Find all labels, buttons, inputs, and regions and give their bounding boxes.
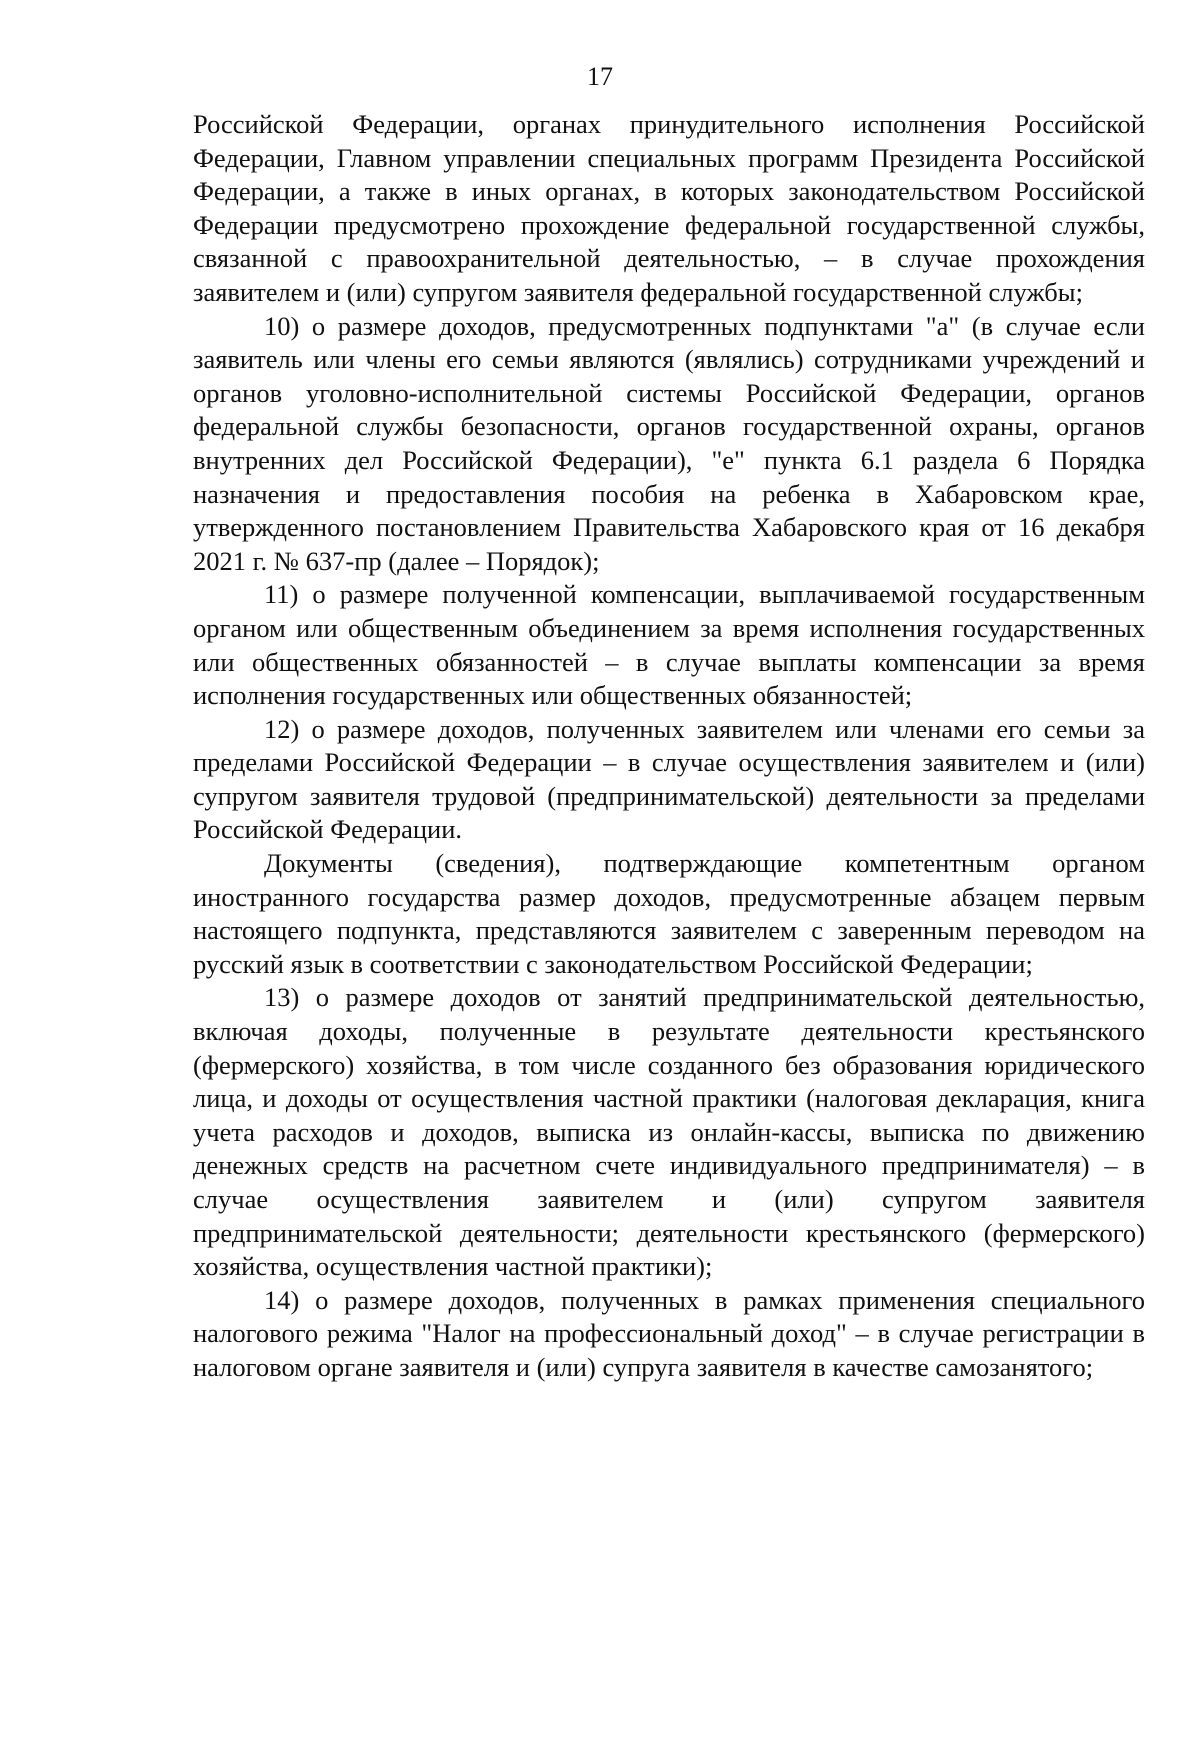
paragraph-item-12: 12) о размере доходов, полученных заявителем или членами его семьи за пределами Российской Федерации – в случае осуществления заявителем и (или) супругом заявителя трудовой (предпринимательской) деятельности за пределами Российской Федерации. <box>193 713 1145 845</box>
page-number: 17 <box>587 62 613 91</box>
paragraph-foreign-documents: Документы (сведения), подтверждающие компетентным органом иностранного государства размер доходов, предусмотренные абзацем первым настоящего подпункта, представляются заявителем с заверенным переводом на русский язык в соответствии с законодательством Российской Федерации; <box>193 848 1145 979</box>
paragraph-item-10: 10) о размере доходов, предусмотренных подпунктами "а" (в случае если заявитель или члены его семьи являются (являлись) сотрудниками учреждений и органов уголовно-исполнительной системы Российской Федерации, органов федеральной службы безопасности, органов государственной охраны, органов внутренних дел Российской Федерации), "е" пункта 6.1 раздела 6 Порядка назначения и предоставления пособия на ребенка в Хабаровском крае, утвержденного постановлением Правительства Хабаровского края от 16 декабря 2021 г. № 637-пр (далее – Порядок); <box>193 310 1145 576</box>
paragraph-item-13: 13) о размере доходов от занятий предпринимательской деятельностью, включая доходы, полученные в результате деятельности крестьянского (фермерского) хозяйства, в том числе созданного без образования юридического лица, и доходы от осуществления частной практики (налоговая декларация, книга учета расходов и доходов, выписка из онлайн-кассы, выписка по движению денежных средств на расчетном счете индивидуального предпринимателя) – в случае осуществления заявителем и (или) супругом заявителя предпринимательской деятельности; деятельности крестьянского (фермерского) хозяйства, осуществления частной практики); <box>193 982 1145 1282</box>
paragraph-item-14: 14) о размере доходов, полученных в рамках применения специального налогового режима "Налог на профессиональный доход" – в случае регистрации в налоговом органе заявителя и (или) супруга заявителя в качестве самозанятого; <box>193 1284 1145 1382</box>
paragraph-item-11: 11) о размере полученной компенсации, выплачиваемой государственным органом или общественным объединением за время исполнения государственных или общественных обязанностей – в случае выплаты компенсации за время исполнения государственных или общественных обязанностей; <box>193 579 1145 711</box>
paragraph-continuation: Российской Федерации, органах принудительного исполнения Российской Федерации, Главном управлении специальных программ Президента Российской Федерации, а также в иных органах, в которых законодательством Российской Федерации предусмотрено прохождение федеральной государственной службы, связанной с правоохранительной деятельностью, – в случае прохождения заявителем и (или) супругом заявителя федеральной государственной службы; <box>193 109 1145 307</box>
document-body <box>193 108 1145 1385</box>
